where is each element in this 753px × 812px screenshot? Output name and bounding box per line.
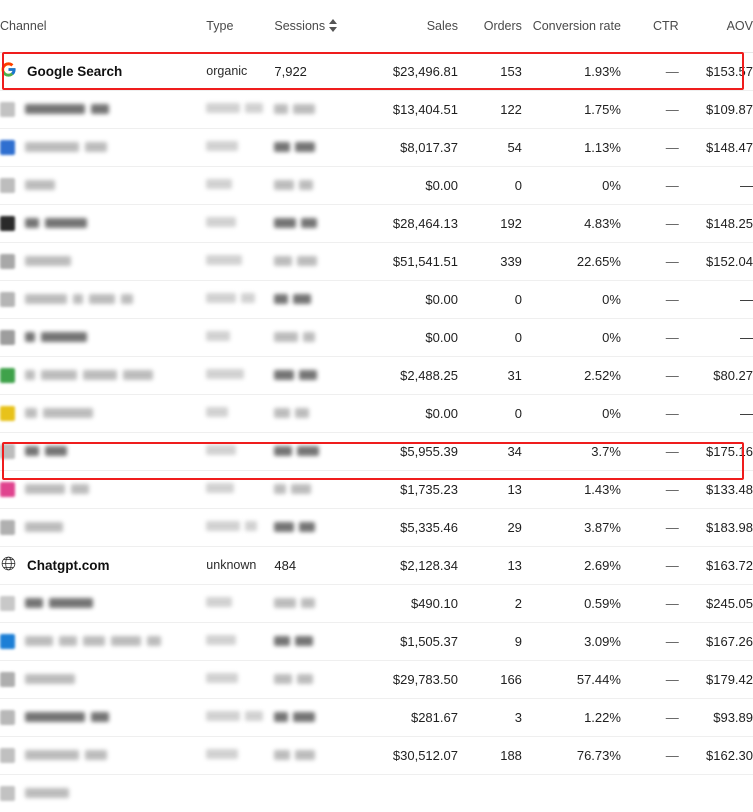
table-row[interactable] — [0, 470, 753, 508]
cell-sessions — [274, 242, 369, 280]
redacted-favicon-icon — [0, 748, 15, 763]
redacted-type — [206, 254, 242, 268]
cell-sales: $2,488.25 — [369, 356, 458, 394]
redacted-sessions — [274, 368, 317, 383]
redacted-favicon-icon — [0, 482, 15, 497]
column-header-sessions[interactable] — [274, 0, 369, 52]
cell-sessions — [274, 508, 369, 546]
cell-conversion-rate: 0% — [522, 318, 621, 356]
redacted-type — [206, 634, 236, 648]
redacted-channel-name — [25, 672, 75, 687]
cell-channel[interactable] — [0, 394, 206, 432]
cell-channel[interactable] — [0, 280, 206, 318]
cell-aov: $148.25 — [679, 204, 753, 242]
redacted-favicon-icon — [0, 178, 15, 193]
redacted-type — [206, 292, 255, 306]
cell-ctr: — — [621, 584, 679, 622]
redacted-sessions — [274, 330, 315, 345]
cell-orders: 9 — [458, 622, 522, 660]
cell-conversion-rate: 57.44% — [522, 660, 621, 698]
redacted-sessions — [274, 444, 319, 459]
cell-conversion-rate: 1.22% — [522, 698, 621, 736]
cell-ctr: — — [621, 128, 679, 166]
cell-aov: $183.98 — [679, 508, 753, 546]
cell-aov: — — [679, 394, 753, 432]
redacted-channel-name — [25, 102, 109, 117]
redacted-sessions — [274, 520, 315, 535]
column-header-sales-label: Sales — [426, 18, 458, 33]
cell-ctr: — — [621, 356, 679, 394]
redacted-channel-name — [25, 748, 107, 763]
redacted-sessions — [274, 178, 313, 193]
cell-aov: $93.89 — [679, 698, 753, 736]
channel-name: Chatgpt.com — [27, 557, 110, 573]
column-header-channel-label: Channel — [0, 18, 47, 33]
cell-conversion-rate: 1.13% — [522, 128, 621, 166]
cell-ctr: — — [621, 508, 679, 546]
cell-channel[interactable] — [0, 470, 206, 508]
cell-type — [206, 508, 274, 546]
redacted-favicon-icon — [0, 254, 15, 269]
redacted-sessions — [274, 292, 311, 307]
cell-ctr: — — [621, 242, 679, 280]
cell-conversion-rate — [522, 774, 621, 812]
cell-sessions — [274, 774, 369, 812]
table-row[interactable] — [0, 356, 753, 394]
cell-ctr: — — [621, 660, 679, 698]
redacted-sessions — [274, 596, 315, 611]
cell-aov: $109.87 — [679, 90, 753, 128]
cell-type — [206, 622, 274, 660]
cell-sales: $0.00 — [369, 166, 458, 204]
redacted-channel-name — [25, 178, 55, 193]
cell-sales: $0.00 — [369, 318, 458, 356]
column-header-conversion-rate[interactable] — [522, 0, 621, 52]
cell-channel[interactable] — [0, 318, 206, 356]
redacted-channel-name — [25, 292, 133, 307]
cell-sessions — [274, 432, 369, 470]
cell-type — [206, 736, 274, 774]
cell-type — [206, 318, 274, 356]
cell-orders: 3 — [458, 698, 522, 736]
cell-sessions: 484 — [274, 546, 369, 584]
redacted-favicon-icon — [0, 786, 15, 801]
table-row[interactable] — [0, 128, 753, 166]
cell-ctr: — — [621, 546, 679, 584]
cell-channel[interactable] — [0, 128, 206, 166]
cell-sales: $51,541.51 — [369, 242, 458, 280]
cell-sessions — [274, 90, 369, 128]
chatgpt-icon — [0, 555, 17, 575]
cell-channel[interactable] — [0, 774, 206, 812]
cell-orders: 13 — [458, 546, 522, 584]
cell-sales: $23,496.81 — [369, 52, 458, 90]
cell-sales: $28,464.13 — [369, 204, 458, 242]
cell-sales: $5,955.39 — [369, 432, 458, 470]
redacted-channel-name — [25, 216, 87, 231]
cell-sales: $1,505.37 — [369, 622, 458, 660]
redacted-sessions — [274, 672, 313, 687]
cell-type — [206, 660, 274, 698]
cell-sales: $1,735.23 — [369, 470, 458, 508]
cell-aov: — — [679, 318, 753, 356]
cell-aov: $148.47 — [679, 128, 753, 166]
redacted-channel-name — [25, 444, 67, 459]
cell-sales: $281.67 — [369, 698, 458, 736]
redacted-favicon-icon — [0, 672, 15, 687]
cell-ctr: — — [621, 622, 679, 660]
table-row[interactable] — [0, 584, 753, 622]
cell-type — [206, 470, 274, 508]
column-header-type[interactable] — [206, 0, 274, 52]
table-row[interactable] — [0, 280, 753, 318]
redacted-favicon-icon — [0, 444, 15, 459]
column-header-channel[interactable] — [0, 0, 206, 52]
redacted-sessions — [274, 216, 317, 231]
cell-sessions — [274, 204, 369, 242]
cell-conversion-rate: 0.59% — [522, 584, 621, 622]
redacted-type — [206, 444, 236, 458]
redacted-sessions — [274, 634, 313, 649]
cell-conversion-rate: 2.69% — [522, 546, 621, 584]
redacted-channel-name — [25, 406, 93, 421]
cell-ctr: — — [621, 736, 679, 774]
table-row[interactable] — [0, 698, 753, 736]
redacted-type — [206, 748, 238, 762]
cell-channel[interactable] — [0, 52, 206, 90]
cell-sessions — [274, 280, 369, 318]
cell-channel[interactable] — [0, 166, 206, 204]
table-row[interactable] — [0, 432, 753, 470]
cell-sales: $0.00 — [369, 394, 458, 432]
table-row[interactable] — [0, 394, 753, 432]
redacted-type — [206, 672, 238, 686]
cell-channel[interactable] — [0, 356, 206, 394]
cell-orders: 31 — [458, 356, 522, 394]
cell-orders: 188 — [458, 736, 522, 774]
redacted-favicon-icon — [0, 520, 15, 535]
table-body — [0, 52, 753, 812]
redacted-type — [206, 368, 244, 382]
cell-orders: 0 — [458, 318, 522, 356]
redacted-channel-name — [25, 330, 87, 345]
cell-orders: 34 — [458, 432, 522, 470]
cell-conversion-rate: 4.83% — [522, 204, 621, 242]
cell-channel[interactable] — [0, 736, 206, 774]
cell-aov: $80.27 — [679, 356, 753, 394]
redacted-type — [206, 330, 230, 344]
redacted-favicon-icon — [0, 102, 15, 117]
redacted-sessions — [274, 140, 315, 155]
cell-orders: 166 — [458, 660, 522, 698]
cell-sessions — [274, 470, 369, 508]
table-row[interactable] — [0, 546, 753, 584]
cell-aov: $153.57 — [679, 52, 753, 90]
redacted-sessions — [274, 102, 315, 117]
table-row[interactable] — [0, 242, 753, 280]
cell-type — [206, 356, 274, 394]
table-row[interactable] — [0, 660, 753, 698]
redacted-favicon-icon — [0, 710, 15, 725]
cell-ctr: — — [621, 318, 679, 356]
redacted-type — [206, 178, 232, 192]
cell-conversion-rate: 3.09% — [522, 622, 621, 660]
cell-channel[interactable] — [0, 584, 206, 622]
redacted-type — [206, 406, 228, 420]
table-row[interactable] — [0, 774, 753, 812]
cell-orders: 0 — [458, 166, 522, 204]
cell-sales: $0.00 — [369, 280, 458, 318]
cell-channel[interactable] — [0, 508, 206, 546]
cell-ctr: — — [621, 204, 679, 242]
cell-conversion-rate: 1.43% — [522, 470, 621, 508]
redacted-favicon-icon — [0, 368, 15, 383]
redacted-channel-name — [25, 634, 161, 649]
table-header — [0, 0, 753, 52]
cell-sessions — [274, 660, 369, 698]
cell-ctr: — — [621, 432, 679, 470]
column-header-sales[interactable] — [369, 0, 458, 52]
cell-type — [206, 242, 274, 280]
table-row[interactable] — [0, 90, 753, 128]
redacted-type — [206, 216, 236, 230]
cell-sales: $8,017.37 — [369, 128, 458, 166]
cell-conversion-rate: 22.65% — [522, 242, 621, 280]
cell-channel[interactable] — [0, 242, 206, 280]
cell-orders: 29 — [458, 508, 522, 546]
cell-ctr: — — [621, 280, 679, 318]
cell-ctr: — — [621, 470, 679, 508]
redacted-sessions — [274, 710, 315, 725]
cell-sessions — [274, 698, 369, 736]
table-row[interactable] — [0, 204, 753, 242]
channel-name: Google Search — [27, 63, 123, 79]
cell-orders: 192 — [458, 204, 522, 242]
cell-ctr: — — [621, 394, 679, 432]
cell-channel[interactable] — [0, 660, 206, 698]
cell-conversion-rate: 0% — [522, 280, 621, 318]
cell-conversion-rate: 3.87% — [522, 508, 621, 546]
redacted-channel-name — [25, 482, 89, 497]
cell-type — [206, 128, 274, 166]
cell-orders — [458, 774, 522, 812]
cell-ctr — [621, 774, 679, 812]
column-header-type-label: Type — [206, 18, 234, 33]
table-row[interactable] — [0, 52, 753, 90]
redacted-sessions — [274, 482, 311, 497]
cell-sessions — [274, 736, 369, 774]
table-row[interactable] — [0, 166, 753, 204]
cell-channel[interactable] — [0, 546, 206, 584]
cell-conversion-rate: 3.7% — [522, 432, 621, 470]
column-header-orders-label: Orders — [483, 18, 522, 33]
cell-aov: $152.04 — [679, 242, 753, 280]
table-row[interactable] — [0, 622, 753, 660]
cell-channel[interactable] — [0, 204, 206, 242]
cell-aov: $133.48 — [679, 470, 753, 508]
cell-type — [206, 166, 274, 204]
column-header-ctr[interactable] — [621, 0, 679, 52]
cell-channel[interactable] — [0, 432, 206, 470]
cell-sales: $490.10 — [369, 584, 458, 622]
cell-aov: $175.16 — [679, 432, 753, 470]
cell-sales: $30,512.07 — [369, 736, 458, 774]
redacted-sessions — [274, 406, 309, 421]
redacted-channel-name — [25, 368, 153, 383]
cell-ctr: — — [621, 52, 679, 90]
column-header-ctr-label: CTR — [652, 18, 679, 33]
cell-aov: $162.30 — [679, 736, 753, 774]
redacted-type — [206, 102, 263, 116]
cell-type — [206, 584, 274, 622]
cell-aov — [679, 774, 753, 812]
redacted-type — [206, 710, 263, 724]
redacted-type — [206, 520, 257, 534]
cell-sales: $13,404.51 — [369, 90, 458, 128]
cell-sessions — [274, 166, 369, 204]
redacted-favicon-icon — [0, 216, 15, 231]
cell-sessions — [274, 622, 369, 660]
column-header-aov-label: AOV — [726, 18, 753, 33]
cell-channel[interactable] — [0, 622, 206, 660]
sessions-sort-control[interactable] — [274, 19, 338, 33]
table-row[interactable] — [0, 318, 753, 356]
cell-channel[interactable] — [0, 698, 206, 736]
cell-orders: 13 — [458, 470, 522, 508]
cell-orders: 122 — [458, 90, 522, 128]
cell-type — [206, 90, 274, 128]
google-icon — [0, 61, 17, 81]
column-header-orders[interactable] — [458, 0, 522, 52]
cell-sessions — [274, 356, 369, 394]
redacted-channel-name — [25, 710, 109, 725]
cell-type — [206, 204, 274, 242]
redacted-sessions — [274, 254, 317, 269]
cell-ctr: — — [621, 698, 679, 736]
cell-orders: 153 — [458, 52, 522, 90]
cell-conversion-rate: 0% — [522, 394, 621, 432]
cell-aov: $245.05 — [679, 584, 753, 622]
column-header-aov[interactable] — [679, 0, 753, 52]
cell-orders: 0 — [458, 280, 522, 318]
cell-conversion-rate: 2.52% — [522, 356, 621, 394]
redacted-type — [206, 482, 234, 496]
cell-conversion-rate: 0% — [522, 166, 621, 204]
cell-sessions: 7,922 — [274, 52, 369, 90]
cell-aov: $167.26 — [679, 622, 753, 660]
cell-orders: 2 — [458, 584, 522, 622]
redacted-channel-name — [25, 254, 71, 269]
redacted-channel-name — [25, 520, 63, 535]
cell-aov: $163.72 — [679, 546, 753, 584]
cell-ctr: — — [621, 166, 679, 204]
cell-orders: 339 — [458, 242, 522, 280]
cell-orders: 54 — [458, 128, 522, 166]
cell-type — [206, 432, 274, 470]
cell-ctr: — — [621, 90, 679, 128]
cell-type: organic — [206, 52, 274, 90]
cell-conversion-rate: 1.75% — [522, 90, 621, 128]
redacted-channel-name — [25, 596, 93, 611]
cell-type: unknown — [206, 546, 274, 584]
redacted-type — [206, 596, 232, 610]
column-header-conversion-rate-label: Conversion rate — [532, 18, 621, 33]
sort-updown-icon[interactable] — [329, 19, 338, 32]
cell-aov: $179.42 — [679, 660, 753, 698]
cell-sessions — [274, 318, 369, 356]
cell-sales: $2,128.34 — [369, 546, 458, 584]
cell-sessions — [274, 394, 369, 432]
redacted-favicon-icon — [0, 406, 15, 421]
cell-sessions — [274, 584, 369, 622]
redacted-favicon-icon — [0, 292, 15, 307]
cell-sales — [369, 774, 458, 812]
redacted-favicon-icon — [0, 596, 15, 611]
cell-type — [206, 394, 274, 432]
cell-aov: — — [679, 280, 753, 318]
cell-orders: 0 — [458, 394, 522, 432]
redacted-type — [206, 140, 238, 154]
cell-type — [206, 698, 274, 736]
cell-aov: — — [679, 166, 753, 204]
table-row[interactable] — [0, 736, 753, 774]
header-row — [0, 0, 753, 52]
cell-sessions — [274, 128, 369, 166]
cell-conversion-rate: 1.93% — [522, 52, 621, 90]
redacted-channel-name — [25, 140, 107, 155]
column-header-sessions-label: Sessions — [274, 18, 326, 33]
redacted-favicon-icon — [0, 634, 15, 649]
redacted-favicon-icon — [0, 330, 15, 345]
cell-type — [206, 774, 274, 812]
redacted-favicon-icon — [0, 140, 15, 155]
cell-channel[interactable] — [0, 90, 206, 128]
cell-sales: $29,783.50 — [369, 660, 458, 698]
redacted-channel-name — [25, 788, 69, 798]
table-row[interactable] — [0, 508, 753, 546]
cell-type — [206, 280, 274, 318]
cell-conversion-rate: 76.73% — [522, 736, 621, 774]
redacted-sessions — [274, 748, 315, 763]
cell-sales: $5,335.46 — [369, 508, 458, 546]
